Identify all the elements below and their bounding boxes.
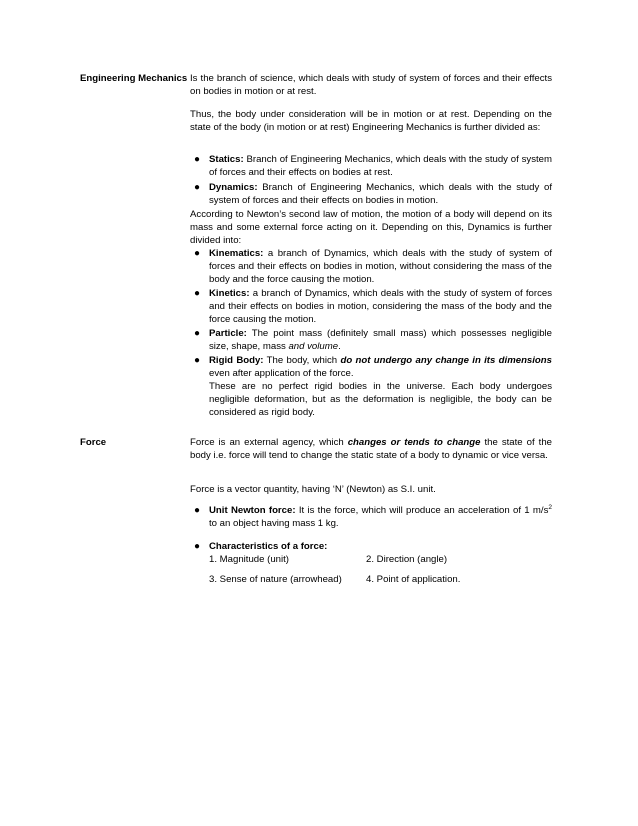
list-item-kinematics bbox=[190, 247, 552, 286]
characteristic-1: 1. Magnitude (unit) bbox=[209, 554, 289, 565]
mechanics-types-list-wrap bbox=[190, 153, 552, 419]
dynamics-subdivision-list bbox=[190, 247, 552, 419]
list-item-kinetics bbox=[190, 287, 552, 326]
unit-newton-text: It is the force, which will produce an acceleration of 1 m/s bbox=[295, 505, 549, 516]
bullet-icon: ● bbox=[194, 541, 201, 552]
force-def-end: the state of the body i.e. force will tend to change the static state of a body to dynamic or vice versa. bbox=[190, 437, 552, 461]
bullet-icon: ● bbox=[194, 505, 201, 516]
kinetics-text: a branch of Dynamics, which deals with the study of system of forces and their effects on bodies in motion, considering the mass of the body and the force causing the motion. bbox=[209, 288, 552, 325]
list-item-statics bbox=[190, 153, 552, 179]
kinematics-text: a branch of Dynamics, which deals with the study of system of forces and their effects on bodies in motion, without considering the mass of the body and the force causing the motion. bbox=[209, 248, 552, 285]
engineering-mechanics-definition bbox=[190, 72, 552, 98]
force-vector-text: Force is a vector quantity, having ‘N’ (Newton) as S.I. unit. bbox=[190, 484, 436, 495]
particle-label: Particle: bbox=[209, 328, 247, 339]
rigid-body-note: These are no perfect rigid bodies in the universe. Each body undergoes negligible deformation, but as the deformation is negligible, the body can be considered as rigid body. bbox=[209, 381, 552, 418]
dynamics-label: Dynamics: bbox=[209, 182, 258, 193]
particle-end: . bbox=[338, 341, 341, 352]
unit-newton-superscript: 2 bbox=[548, 503, 552, 511]
statics-label: Statics: bbox=[209, 154, 244, 165]
mechanics-division-paragraph bbox=[190, 108, 552, 134]
force-vector-paragraph bbox=[190, 483, 552, 496]
term-force: Force bbox=[80, 437, 107, 448]
unit-newton-end: to an object having mass 1 kg. bbox=[209, 518, 339, 529]
force-list-wrap bbox=[190, 504, 552, 553]
force-definition-text bbox=[190, 436, 552, 462]
mechanics-types-list bbox=[190, 153, 552, 207]
bullet-icon: ● bbox=[194, 248, 201, 259]
kinematics-label: Kinematics: bbox=[209, 248, 264, 259]
definition-text: Is the branch of science, which deals with study of system of forces and their effects on bodies in motion or at rest. bbox=[190, 73, 552, 97]
characteristic-3: 3. Sense of nature (arrowhead) bbox=[209, 574, 342, 585]
kinetics-label: Kinetics: bbox=[209, 288, 250, 299]
list-item-dynamics bbox=[190, 181, 552, 207]
statics-text: Branch of Engineering Mechanics, which deals with the study of system of forces and their effects on bodies at rest. bbox=[209, 154, 552, 178]
rigid-body-emphasis: do not undergo any change in its dimensions bbox=[340, 355, 552, 366]
force-def-emphasis: changes or tends to change bbox=[347, 437, 481, 448]
characteristic-2: 2. Direction (angle) bbox=[366, 554, 448, 565]
bullet-icon: ● bbox=[194, 154, 201, 165]
dynamics-text: Branch of Engineering Mechanics, which deals with the study of system of forces and their effects on bodies in motion. bbox=[209, 182, 552, 206]
list-item-particle bbox=[190, 327, 552, 353]
bullet-icon: ● bbox=[194, 355, 201, 366]
rigid-body-text-end: even after application of the force. bbox=[209, 368, 354, 379]
rigid-body-text: The body, which bbox=[263, 355, 341, 366]
particle-text: The point mass (definitely small mass) which possesses negligible size, shape, mass bbox=[209, 328, 552, 352]
force-list bbox=[190, 504, 552, 553]
term-engineering-mechanics: Engineering Mechanics bbox=[80, 73, 188, 84]
division-text: Thus, the body under consideration will be in motion or at rest. Depending on the state of the body (in motion or at rest) Engineering Mechanics is further divided as: bbox=[190, 109, 552, 133]
list-item-rigid-body bbox=[190, 354, 552, 419]
force-characteristics-grid bbox=[209, 553, 549, 593]
bullet-icon: ● bbox=[194, 288, 201, 299]
characteristics-label: Characteristics of a force: bbox=[209, 541, 328, 552]
unit-newton-label: Unit Newton force: bbox=[209, 505, 296, 516]
particle-italic-text: and volume bbox=[288, 341, 339, 352]
bullet-icon: ● bbox=[194, 328, 201, 339]
list-item-unit-newton-force bbox=[190, 504, 552, 530]
newton-paragraph: According to Newton’s second law of motion, the motion of a body will depend on its mass and some external force acting on it. Depending on this, Dynamics is further divided into: bbox=[190, 209, 552, 246]
characteristic-4: 4. Point of application. bbox=[366, 574, 461, 585]
force-definition bbox=[190, 436, 552, 462]
rigid-body-label: Rigid Body: bbox=[209, 355, 264, 366]
list-item-characteristics bbox=[190, 540, 552, 553]
force-def-start: Force is an external agency, which bbox=[190, 437, 348, 448]
bullet-icon: ● bbox=[194, 182, 201, 193]
